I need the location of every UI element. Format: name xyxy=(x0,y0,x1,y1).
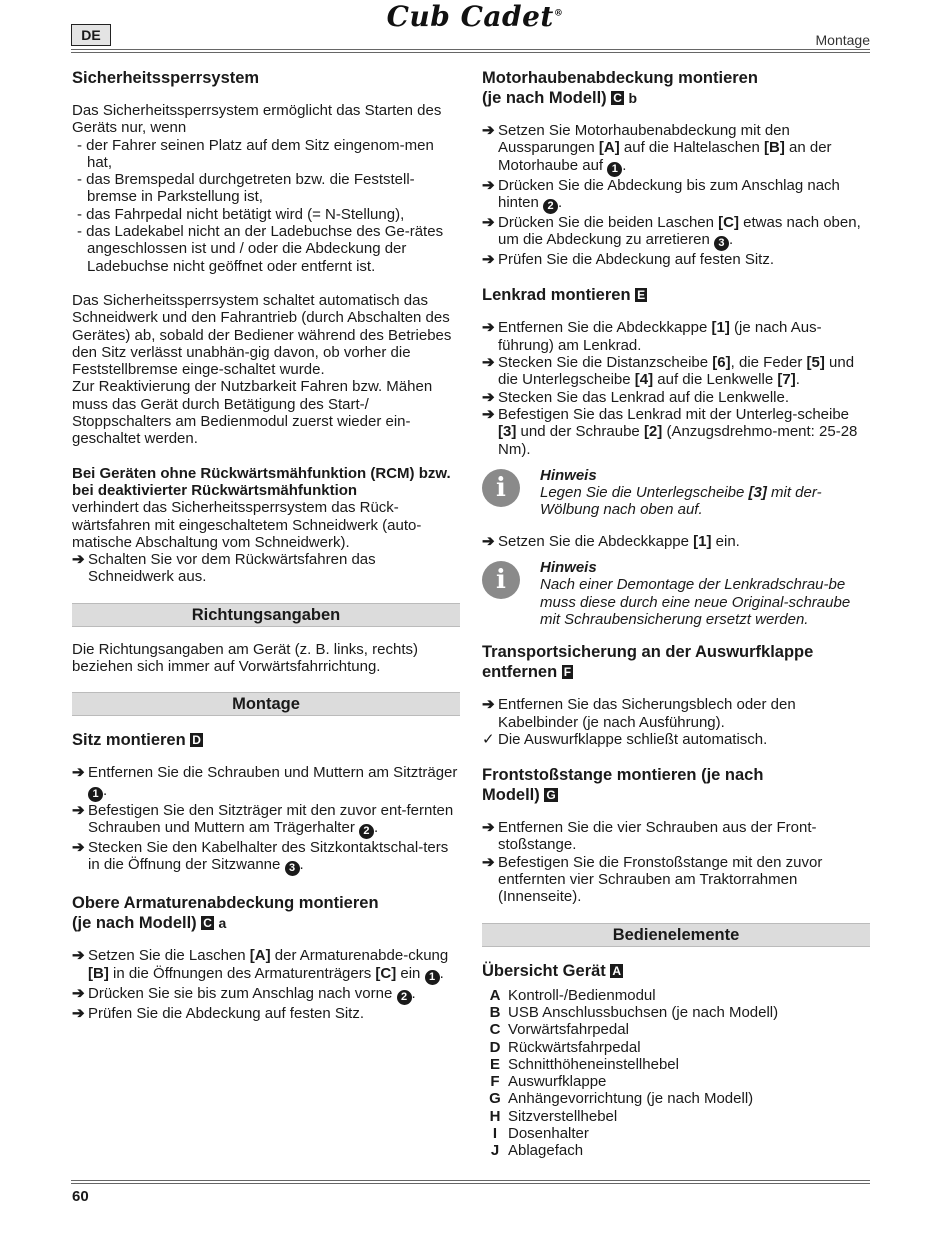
heading-dashboard-cover: Obere Armaturenabdeckung montieren (je nach Modell) C a xyxy=(72,894,379,933)
step-item: ➔ Entfernen Sie das Sicherungsblech oder den Kabelbinder (je nach Ausführung). xyxy=(482,696,796,731)
step-item: ➔ Entfernen Sie die vier Schrauben aus der Front-stoßstange. xyxy=(482,819,817,854)
step-number-icon: 2 xyxy=(359,824,374,839)
hood-steps xyxy=(482,122,870,268)
result-item: ✓ Die Auswurfklappe schließt automatisch. xyxy=(482,730,768,748)
page-number: 60 xyxy=(72,1188,89,1205)
step-item: ➔ Stecken Sie die Distanzscheibe [6], die Feder [5] und die Unterlegscheibe [4] auf die Lenkwelle [7]. xyxy=(482,354,855,389)
rcm-text: verhindert das Sicherheitssperrsystem das Rück-wärtsfahren mit eingeschaltetem Schneidwerk (auto-matische Abschaltung vom Schneidwerk). xyxy=(72,499,422,551)
heading-seat: Sitz montieren D xyxy=(72,731,201,750)
arrow-icon: ➔ xyxy=(72,1004,85,1022)
arrow-icon: ➔ xyxy=(72,764,85,782)
arrow-icon: ➔ xyxy=(72,551,85,569)
heading-front-bumper: Frontstoßstange montieren (je nach Modell) G xyxy=(482,766,764,805)
arrow-icon: ➔ xyxy=(72,947,85,965)
arrow-icon: ➔ xyxy=(72,984,85,1002)
lock-paragraph-2: Das Sicherheitssperrsystem schaltet automatisch das Schneidwerk und den Fahrantrieb (durch Abschalten des Gerätes) ab, sobald der Bediener während des Betriebes den Sitz verlässt unabhän-gig davon, ob vorher die Feststellbremse einge-schaltet wurde. xyxy=(72,291,452,379)
figure-ref-badge: C xyxy=(613,91,622,105)
arrow-icon: ➔ xyxy=(482,405,495,423)
hint-text: Nach einer Demontage der Lenkradschrau-be muss diese durch eine neue Original-schraube mit Schraubensicherung ersetzt werden. xyxy=(540,576,851,628)
arrow-icon: ➔ xyxy=(482,354,495,372)
step-number-icon: 3 xyxy=(714,236,729,251)
step-number-icon: 1 xyxy=(607,162,622,177)
language-badge: DE xyxy=(71,24,111,46)
list-item: A Kontroll-/Bedienmodul xyxy=(489,986,656,1004)
list-item: - das Ladekabel nicht an der Ladebuchse des Ge-rätes angeschlossen ist und / oder die Abdeckung der Ladebuchse nicht geöffnet oder entfernt ist. xyxy=(77,223,444,275)
figure-ref-badge: G xyxy=(546,788,556,803)
arrow-icon: ➔ xyxy=(482,251,495,269)
hint-title: Hinweis xyxy=(540,466,597,484)
heading-overview: Übersicht Gerät A xyxy=(482,961,622,980)
step-number-icon: 3 xyxy=(285,861,300,876)
list-item: - das Bremspedal durchgetreten bzw. die Feststell-bremse in Parkstellung ist, xyxy=(77,171,415,206)
hint-box xyxy=(482,467,870,519)
directions-text: Die Richtungsangaben am Gerät (z. B. links, rechts) beziehen sich immer auf Vorwärtsfahrrichtung. xyxy=(72,640,418,676)
header-rule xyxy=(71,49,870,53)
info-icon: i xyxy=(482,469,520,507)
brand-logo: Cub Cadet® xyxy=(386,0,564,33)
list-item: J Ablagefach xyxy=(490,1142,584,1160)
overview-list xyxy=(482,987,870,1160)
section-bar-directions: Richtungsangaben xyxy=(72,603,460,627)
step-item: ➔ Setzen Sie die Abdeckkappe [1] ein. xyxy=(482,532,740,550)
arrow-icon: ➔ xyxy=(482,176,495,194)
check-icon: ✓ xyxy=(482,730,495,748)
list-item: F Auswurfklappe xyxy=(490,1073,607,1091)
lock-conditions xyxy=(72,137,460,275)
list-item: C Vorwärtsfahrpedal xyxy=(489,1021,629,1039)
list-item: D Rückwärtsfahrpedal xyxy=(489,1038,641,1056)
figure-ref-badge: C xyxy=(203,916,212,931)
step-item: ➔ Prüfen Sie die Abdeckung auf festen Sitz. xyxy=(72,1004,365,1022)
figure-ref-badge: D xyxy=(192,733,201,748)
section-label: Montage xyxy=(815,32,870,48)
lock-paragraph-3: Zur Reaktivierung der Nutzbarkeit Fahren bzw. Mähen muss das Gerät durch Betätigung des Start-/ Stoppschalters am Bedienmodul zuerst wieder ein-geschaltet werden. xyxy=(72,378,433,448)
info-icon: i xyxy=(482,561,520,599)
arrow-icon: ➔ xyxy=(482,388,495,406)
step-item: ➔ Drücken Sie die beiden Laschen [C] etwas nach oben, um die Abdeckung zu arretieren 3 . xyxy=(482,213,861,250)
bumper-steps xyxy=(482,819,870,905)
figure-ref-badge: F xyxy=(563,665,572,680)
step-number-icon: 1 xyxy=(425,970,440,985)
figure-ref-badge: A xyxy=(612,963,622,978)
step-item: ➔ Entfernen Sie die Abdeckkappe [1] (je nach Aus-führung) am Lenkrad. xyxy=(482,319,822,354)
step-item: ➔ Befestigen Sie den Sitzträger mit den zuvor ent-fernten Schrauben und Muttern am Trägerhalter 2 . xyxy=(72,801,454,837)
arrow-icon: ➔ xyxy=(72,838,85,856)
list-item: H Sitzverstellhebel xyxy=(489,1107,618,1125)
step-item: ➔ Stecken Sie das Lenkrad auf die Lenkwelle. xyxy=(482,388,790,406)
step-item: ➔ Befestigen Sie das Lenkrad mit der Unterleg-scheibe [3] und der Schraube [2] (Anzugsdrehmo-ment: 25-28 Nm). xyxy=(482,405,858,458)
heading-lock-system: Sicherheitssperrsystem xyxy=(72,69,260,87)
step-item: ➔ Setzen Sie die Laschen [A] der Armaturenabde-ckung [B] in die Öffnungen des Armaturenträgers [C] ein 1 . xyxy=(72,947,449,983)
heading-steering-wheel: Lenkrad montieren E xyxy=(482,286,646,305)
lock-intro: Das Sicherheitssperrsystem ermöglicht das Starten des Geräts nur, wenn xyxy=(72,102,442,137)
list-item: - der Fahrer seinen Platz auf dem Sitz eingenom-men hat, xyxy=(77,136,434,171)
rcm-heading: Bei Geräten ohne Rückwärtsmähfunktion (RCM) bzw. bei deaktivierter Rückwärtsmähfunktion xyxy=(72,464,451,499)
step-number-icon: 2 xyxy=(543,199,558,214)
step-item: ➔ Befestigen Sie die Fronstoßstange mit den zuvor entfernten vier Schrauben am Traktorrahmen (Innenseite). xyxy=(482,853,823,906)
hint-text: Legen Sie die Unterlegscheibe [3] mit der-Wölbung nach oben auf. xyxy=(540,484,822,519)
arrow-icon: ➔ xyxy=(72,801,85,819)
heading-hood-cover: Motorhaubenabdeckung montieren (je nach Modell) C b xyxy=(482,69,758,107)
figure-ref-badge: E xyxy=(637,288,646,303)
step-item: ➔ Entfernen Sie die Schrauben und Muttern am Sitzträger 1 . xyxy=(72,764,458,800)
rcm-step: ➔ Schalten Sie vor dem Rückwärtsfahren das Schneidwerk aus. xyxy=(72,551,376,586)
section-bar-montage: Montage xyxy=(72,692,460,716)
transport-steps xyxy=(482,696,870,748)
step-number-icon: 1 xyxy=(88,787,103,802)
arrow-icon: ➔ xyxy=(482,122,495,139)
seat-steps xyxy=(72,764,460,876)
step-item: ➔ Drücken Sie sie bis zum Anschlag nach vorne 2 . xyxy=(72,984,416,1003)
heading-transport-lock: Transportsicherung an der Auswurfklappe entfernen F xyxy=(482,643,814,682)
wheel-steps xyxy=(482,319,870,457)
list-item: - das Fahrpedal nicht betätigt wird (= N-Stellung), xyxy=(77,205,405,223)
footer-rule xyxy=(71,1180,870,1184)
dashboard-steps xyxy=(72,947,460,1022)
arrow-icon: ➔ xyxy=(482,213,495,231)
arrow-icon: ➔ xyxy=(482,853,495,871)
arrow-icon: ➔ xyxy=(482,696,495,714)
arrow-icon: ➔ xyxy=(482,319,495,337)
hint-title: Hinweis xyxy=(540,559,597,577)
list-item: E Schnitthöheneinstellhebel xyxy=(489,1055,679,1073)
step-number-icon: 2 xyxy=(397,990,412,1005)
step-item: ➔ Prüfen Sie die Abdeckung auf festen Sitz. xyxy=(482,251,775,269)
section-bar-controls: Bedienelemente xyxy=(482,923,870,947)
arrow-icon: ➔ xyxy=(482,532,495,550)
left-column xyxy=(72,68,460,1022)
list-item: G Anhängevorrichtung (je nach Modell) xyxy=(489,1090,754,1108)
list-item: B USB Anschlussbuchsen (je nach Modell) xyxy=(489,1003,779,1021)
step-item: ➔ Drücken Sie die Abdeckung bis zum Anschlag nach hinten 2 . xyxy=(482,176,840,212)
step-item: ➔ Setzen Sie Motorhaubenabdeckung mit den Aussparungen [A] auf die Haltelaschen [B] an der Motorhaube auf 1 . xyxy=(482,122,832,175)
hint-box xyxy=(482,559,870,628)
right-column xyxy=(482,68,870,1160)
list-item: I Dosenhalter xyxy=(492,1124,589,1142)
step-item: ➔ Stecken Sie den Kabelhalter des Sitzkontaktschal-ters in die Öffnung der Sitzwanne 3 . xyxy=(72,838,449,875)
arrow-icon: ➔ xyxy=(482,819,495,837)
